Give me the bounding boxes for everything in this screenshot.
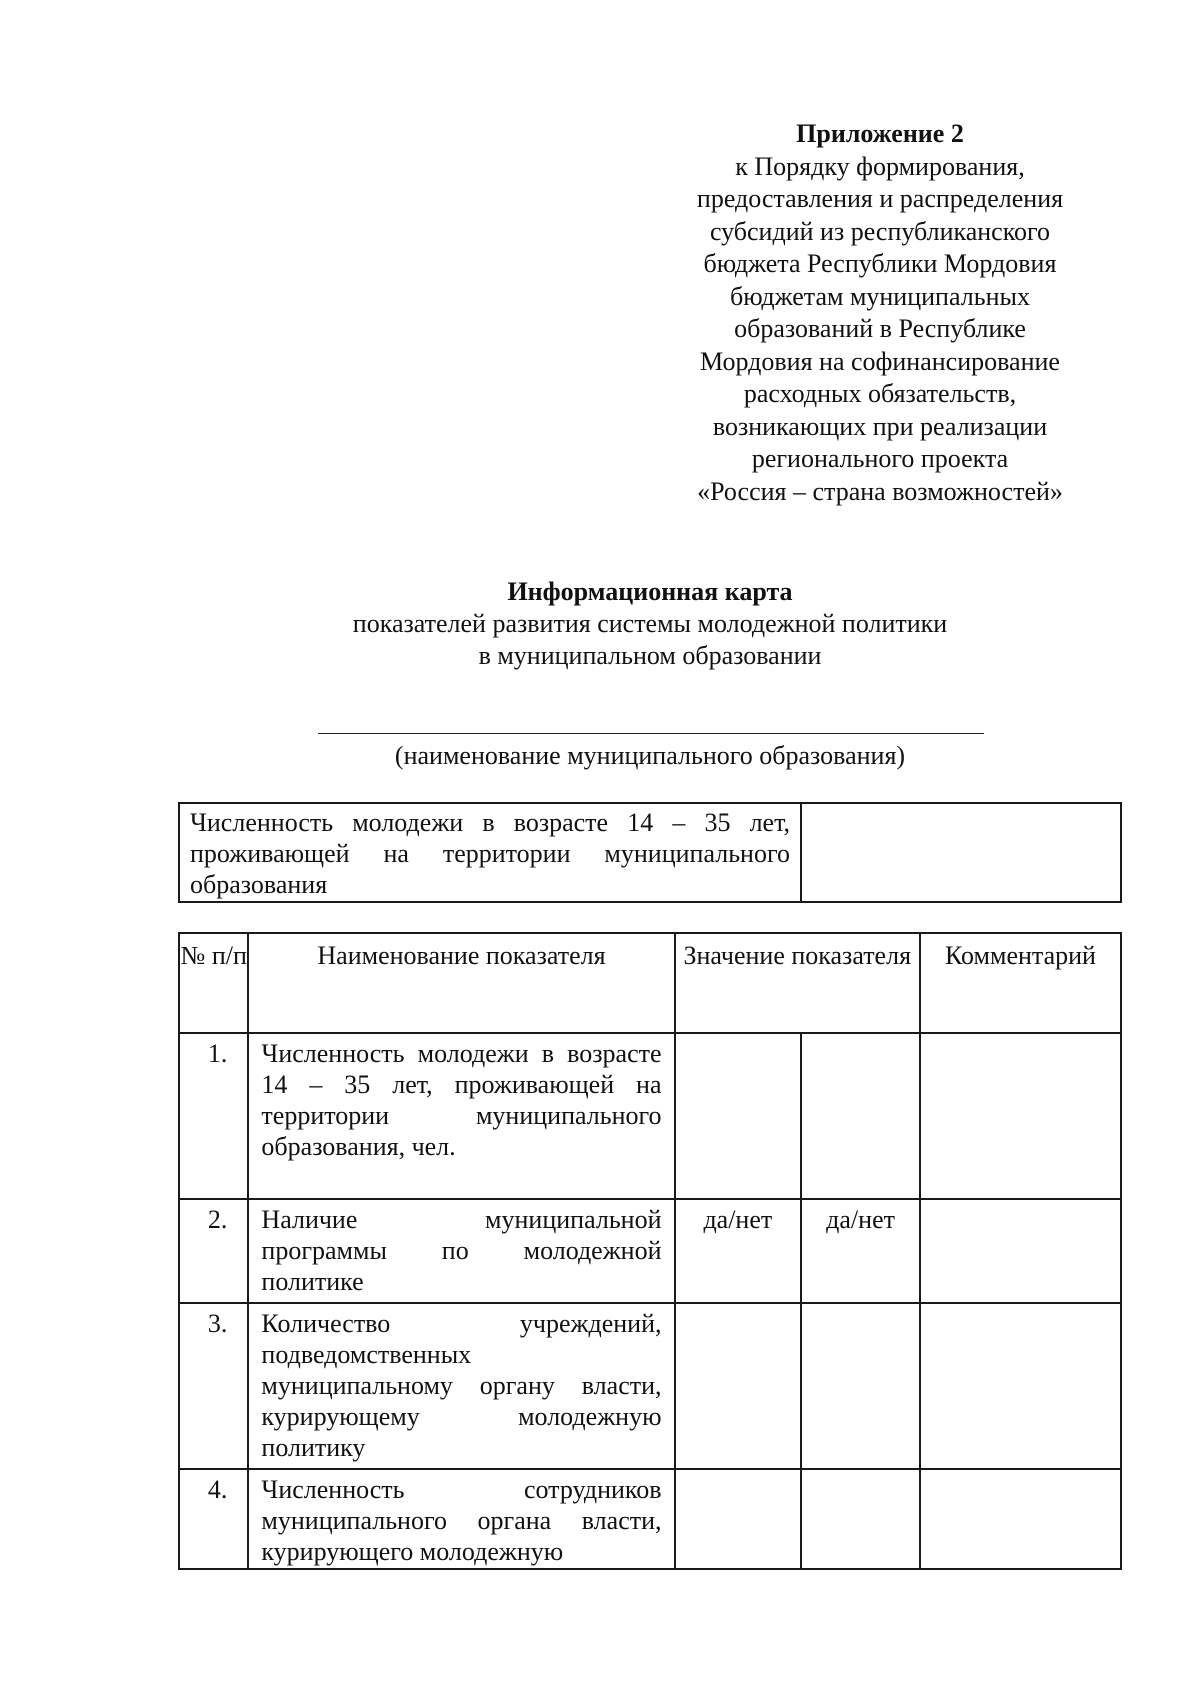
appendix-line: бюджетам муниципальных [730,281,1030,311]
appendix-line: «Россия – страна возможностей» [697,476,1063,506]
youth-count-table [178,802,1122,903]
header-value: Значение показателя [675,933,920,1033]
appendix-line: образований в Республике [734,314,1026,343]
indicator-value-2 [801,1033,920,1199]
indicator-value-2: да/нет [801,1199,920,1303]
appendix-line: Мордовия на софинансирование [700,346,1060,376]
table-row [179,1469,1121,1569]
indicator-value-1 [675,1033,802,1199]
card-subtitle-line: показателей развития системы молодежной политики [352,609,948,638]
card-subtitle-line: в муниципальном образовании [478,641,822,670]
indicator-value-1 [675,1469,802,1569]
youth-count-value-cell [801,803,1121,902]
indicator-comment [920,1303,1121,1469]
table-header-row [179,933,1121,1033]
table-row [179,1033,1121,1199]
card-title-block [300,576,1000,672]
indicators-table [178,932,1122,1570]
indicator-value-1: да/нет [675,1199,802,1303]
indicator-comment [920,1033,1121,1199]
indicator-name: Количество учреждений, подведомственных муниципальному органу власти, курирующему молодежную политику [248,1303,674,1469]
header-comment: Комментарий [920,933,1121,1033]
indicator-name: Численность сотрудников муниципального органа власти, курирующего молодежную [248,1469,674,1569]
indicator-comment [920,1199,1121,1303]
row-number: 2. [179,1199,248,1303]
row-number: 4. [179,1469,248,1569]
row-number: 3. [179,1303,248,1469]
appendix-title: Приложение 2 [796,119,964,148]
appendix-line: расходных обязательств, [743,379,1017,408]
indicator-comment [920,1469,1121,1569]
appendix-line: возникающих при реализации [712,411,1048,441]
municipality-name-caption: (наименование муниципального образования) [394,741,906,770]
municipality-name-line [318,733,984,734]
table-row [179,1199,1121,1303]
youth-count-label: Численность молодежи в возрасте 14 – 35 лет, проживающей на территории муниципального образования [179,803,801,902]
card-heading: Информационная карта [507,577,793,606]
table-row [179,803,1121,902]
indicator-value-2 [801,1303,920,1469]
appendix-line: регионального проекта [751,444,1009,473]
header-name: Наименование показателя [248,933,674,1033]
indicator-name: Численность молодежи в возрасте 14 – 35 лет, проживающей на территории муниципального образования, чел. [248,1033,674,1199]
indicator-value-1 [675,1303,802,1469]
appendix-line: предоставления и распределения [696,184,1064,213]
row-number: 1. [179,1033,248,1199]
appendix-line: субсидий из республиканского [709,216,1051,246]
table-row [179,1303,1121,1469]
indicator-name: Наличие муниципальной программы по молодежной политике [248,1199,674,1303]
indicator-value-2 [801,1469,920,1569]
appendix-line: к Порядку формирования, [735,151,1025,181]
appendix-block [660,118,1100,508]
appendix-line: бюджета Республики Мордовия [703,249,1057,278]
header-num: № п/п [179,933,248,1033]
